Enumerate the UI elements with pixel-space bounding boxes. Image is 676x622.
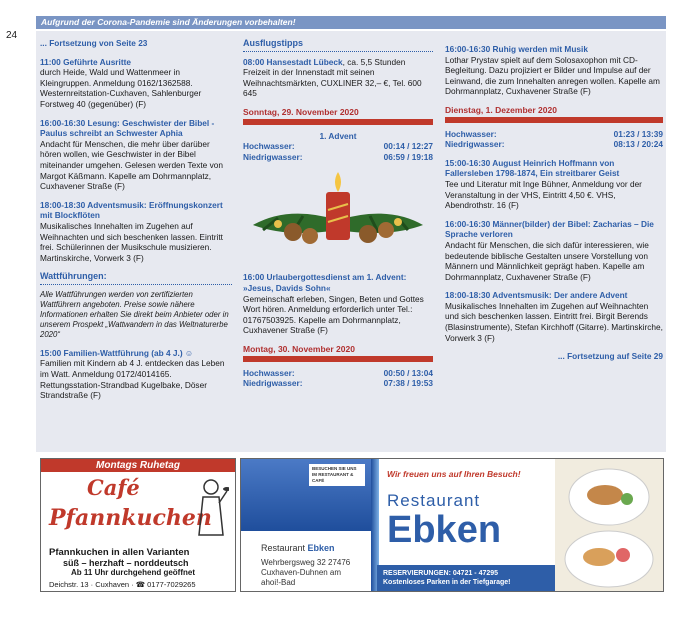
ad-line: Ab 11 Uhr durchgehend geöffnet xyxy=(71,568,196,577)
event-title: 16:00 Urlaubergottesdienst am 1. Advent: »Jesus, Davids Sohn« xyxy=(243,272,407,293)
tide-low xyxy=(243,378,433,389)
continued-to: ... Fortsetzung auf Seite 29 xyxy=(557,351,663,362)
event-familien-watt xyxy=(40,348,232,401)
ad-cafe-pfannkuchen xyxy=(40,458,236,592)
tide-high xyxy=(445,129,663,140)
ad-cafe-logo: Café xyxy=(87,475,140,500)
ad-line: Pfannkuchen in allen Varianten xyxy=(49,547,190,558)
event-body: Tee und Literatur mit Inge Bühner, Anmeldung vor der Veranstaltung in der VHS, Eintritt 4,50 €. VHS, Abendrothstr. 16 (F) xyxy=(445,178,642,211)
page-number: 24 xyxy=(6,30,18,41)
tide-times: 08:13 / 20:24 xyxy=(613,139,663,150)
event-body: Andacht für Menschen, die mehr über darüber hören wollen, wie Geschwister in der Bibel miteinander umgehen. Gelesen werden Texte von Margot Käßmann. Kapelle am Dohrmannplatz, Cuxhavener Straße (F) xyxy=(40,138,223,192)
ad-ruhetag-header: Montags Ruhetag xyxy=(41,459,235,472)
column-right xyxy=(445,44,663,362)
event-body: Musikalisches Innehalten im Zugehen auf Weihnachten und sich beschenken lassen. Eintritt frei. Schülerinnen der Musikschule musizieren. Martinskirche, Vorwerk 3 (F) xyxy=(40,220,223,263)
event-ausritte xyxy=(40,57,232,110)
tide-times: 06:59 / 19:18 xyxy=(383,151,433,162)
event-title: 16:00-16:30 Männer(bilder) der Bibel: Zacharias – Die Sprache verloren xyxy=(445,218,654,240)
food-photo xyxy=(555,459,663,592)
event-ruhig-werden xyxy=(445,44,663,97)
event-body: , ca. 5,5 Stunden Freizeit in der Innenstadt mit seinen Weihnachtsmärkten, CUXLINER 32,– €, Tel. 600 645 xyxy=(243,56,422,99)
chef-illustration-icon xyxy=(189,475,229,545)
event-title: 11:00 Geführte Ausritte xyxy=(40,56,131,67)
event-body: durch Heide, Wald und Wattenmeer in Kleingruppen. Anmeldung 0162/1362588. Westernreitstation-Cuxhaven, Sahlenburger Forstweg 40 (gegenüber) (F) xyxy=(40,67,202,109)
parking-note: Kostenloses Parken in der Tiefgarage! xyxy=(383,579,511,586)
tide-times: 00:50 / 13:04 xyxy=(383,367,433,378)
tide-high xyxy=(243,368,433,379)
event-title: 15:00-16:30 August Heinrich Hoffmann von Fallersleben 1798-1874, Ein streitbarer Geist xyxy=(445,157,620,179)
tide-label: Hochwasser: xyxy=(243,367,295,378)
watt-note: Alle Wattführungen werden von zertifizierten Wattführern angeboten. Preise sowie nähere Informationen erhalten Sie direkt beim Anbieter oder in unserem Prospekt „Wattwandern in das Weltnaturerbe 2020“ xyxy=(40,289,229,339)
event-body: Familien mit Kindern ab 4 J. entdecken das Leben im Watt. Anmeldung 0172/4014165. Rettungsstation-Strandbad Kugelbake, Döser Strandstraße (F) xyxy=(40,358,225,401)
event-title: 16:00-16:30 Ruhig werden mit Musik xyxy=(445,44,588,54)
tide-label: Niedrigwasser: xyxy=(445,139,505,150)
ad-pfannkuchen-logo: Pfannkuchen xyxy=(49,505,212,531)
event-title: 18:00-18:30 Adventsmusik: Eröffnungskonzert mit Blockflöten xyxy=(40,199,223,221)
event-body: Musikalisches Innehalten im Zugehen auf Weihnachten und sich beschenken lassen. Eintritt frei. Birgit Berends (Blasinstrumente), Stefan Kirchhoff (Gitarre). Martinskirche, Vorwerk 3 (F) xyxy=(445,300,663,343)
restaurant-address: Wehrbergsweg 32 27476 Cuxhaven-Duhnen am ahoi!-Bad xyxy=(261,558,351,587)
tide-low xyxy=(243,152,433,163)
event-title: 16:00-16:30 Lesung: Geschwister der Bibel - Paulus schreibt an Schwester Aphia xyxy=(40,117,215,139)
event-gottesdienst xyxy=(243,272,433,336)
reservation-box xyxy=(377,565,557,592)
ad-line: süß – herzhaft – norddeutsch xyxy=(63,558,189,568)
tide-label: Hochwasser: xyxy=(445,128,497,139)
welcome-text: Wir freuen uns auf Ihren Besuch! xyxy=(387,469,521,479)
event-body: Andacht für Menschen, die sich dafür interessieren, wie bedeutende biblische Gestalten unsere Vorstellung von Männern und Männlichkeit geprägt haben. Kapelle am Dohrmannplatz, Cuxhavener Straße (F) xyxy=(445,239,649,282)
tide-times: 01:23 / 13:39 xyxy=(613,128,663,139)
logo-restaurant: Restaurant xyxy=(387,491,481,510)
event-body: Lothar Prystav spielt auf dem Solosaxophon mit CD-Begleitung. Dazu projiziert er Bilder und Impulse auf der Leinwand, die zum Innehalten anregen wollen. Kapelle am Dohrmannplatz, Cuxhavener Straße (F) xyxy=(445,54,660,97)
name-bold: Ebken xyxy=(307,543,335,553)
event-title: 18:00-18:30 Adventsmusik: Der andere Advent xyxy=(445,290,628,301)
event-anderer-advent xyxy=(445,290,663,343)
tide-high xyxy=(243,141,433,152)
tide-times: 00:14 / 12:27 xyxy=(383,141,433,152)
tide-times: 07:38 / 19:53 xyxy=(383,378,433,389)
event-maennerbilder xyxy=(445,219,663,283)
ad-address: Deichstr. 13 · Cuxhaven · ☎ 0177-7029265 xyxy=(49,580,196,589)
tide-label: Niedrigwasser: xyxy=(243,378,303,389)
building-sign: BESUCHEN SIE UNS IM RESTAURANT & CAFÉ xyxy=(309,464,365,486)
day-header: Montag, 30. November 2020 xyxy=(243,344,433,362)
tide-label: Hochwasser: xyxy=(243,141,295,152)
column-left xyxy=(40,38,232,409)
event-title: 15:00 Familien-Wattführung (ab 4 J.) ☺ xyxy=(40,347,194,358)
name-prefix: Restaurant xyxy=(261,543,306,553)
continued-from: ... Fortsetzung von Seite 23 xyxy=(40,38,148,48)
tide-label: Niedrigwasser: xyxy=(243,151,303,162)
tide-low xyxy=(445,139,663,150)
event-title: 08:00 Hansestadt Lübeck xyxy=(243,56,343,67)
reservation-phone: RESERVIERUNGEN: 04721 - 47295 xyxy=(383,570,499,577)
event-lesung xyxy=(40,118,232,192)
logo-ebken: Ebken xyxy=(387,509,502,551)
restaurant-name xyxy=(261,543,335,553)
dish-icon xyxy=(555,459,663,592)
event-body: Gemeinschaft erleben, Singen, Beten und Gottes Wort hören. Anmeldung erforderlich unter Tel.: 01767503925. Kapelle am Dohrmannplatz, Cuxhavener Straße (F) xyxy=(243,293,424,336)
event-adventsmusik xyxy=(40,200,232,264)
event-luebeck xyxy=(243,57,433,99)
section-ausflugstipps: Ausflugstipps xyxy=(243,38,433,52)
ad-restaurant-ebken xyxy=(240,458,664,592)
corona-banner: Aufgrund der Corona-Pandemie sind Änderungen vorbehalten! xyxy=(36,16,666,29)
column-middle xyxy=(243,38,433,389)
event-fallersleben xyxy=(445,158,663,211)
advent-label: 1. Advent xyxy=(319,130,357,141)
advent-candle-illustration xyxy=(248,170,428,260)
section-wattfuehrungen: Wattführungen: xyxy=(40,271,232,285)
day-header: Dienstag, 1. Dezember 2020 xyxy=(445,105,663,123)
day-header: Sonntag, 29. November 2020 xyxy=(243,107,433,125)
